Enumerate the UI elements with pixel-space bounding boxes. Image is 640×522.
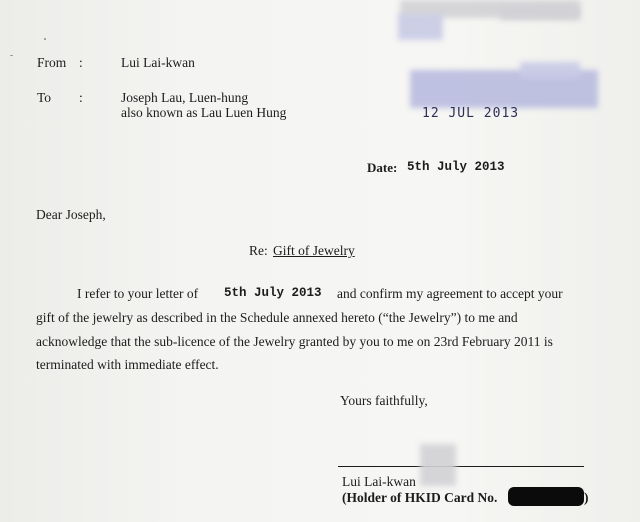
subject-prefix: Re:: [249, 243, 268, 258]
signature-line: [338, 466, 584, 467]
body-line-3: acknowledge that the sub-licence of the Jewelry granted by you to me on 23rd February 2011 is: [36, 334, 553, 349]
closing: Yours faithfully,: [340, 393, 428, 408]
hkid-holder-label: (Holder of HKID Card No.: [342, 490, 498, 505]
to-label: To: [37, 90, 52, 105]
blurred-letterhead: [500, 6, 580, 20]
received-stamp-date: 12 JUL 2013: [422, 106, 520, 121]
body-line-1-start: I refer to your letter of: [77, 286, 199, 301]
to-separator: :: [79, 90, 83, 105]
blurred-letterhead: [398, 14, 443, 40]
body-line-1-end: and confirm my agreement to accept your: [337, 286, 563, 301]
letter-date: 5th July 2013: [407, 160, 505, 174]
blurred-signature: [420, 444, 456, 486]
blurred-received-stamp: [520, 62, 580, 78]
to-alias: also known as Lau Luen Hung: [121, 105, 287, 120]
from-separator: :: [79, 55, 83, 70]
salutation: Dear Joseph,: [36, 207, 106, 222]
signatory-name: Lui Lai-kwan: [342, 474, 416, 489]
scan-speck: [44, 38, 46, 40]
date-label: Date:: [367, 160, 398, 175]
body-letter-date: 5th July 2013: [224, 286, 322, 300]
body-line-2: gift of the jewelry as described in the Schedule annexed hereto (“the Jewelry”) to me and: [36, 310, 518, 325]
body-line-4: terminated with immediate effect.: [36, 357, 219, 372]
from-name: Lui Lai-kwan: [121, 55, 195, 70]
subject-title: Gift of Jewelry: [273, 243, 355, 258]
scan-speck: [10, 55, 13, 56]
hkid-close-paren: ): [584, 490, 589, 505]
to-name: Joseph Lau, Luen-hung: [121, 90, 249, 105]
from-label: From: [37, 55, 67, 70]
redacted-hkid-number: [508, 487, 584, 506]
